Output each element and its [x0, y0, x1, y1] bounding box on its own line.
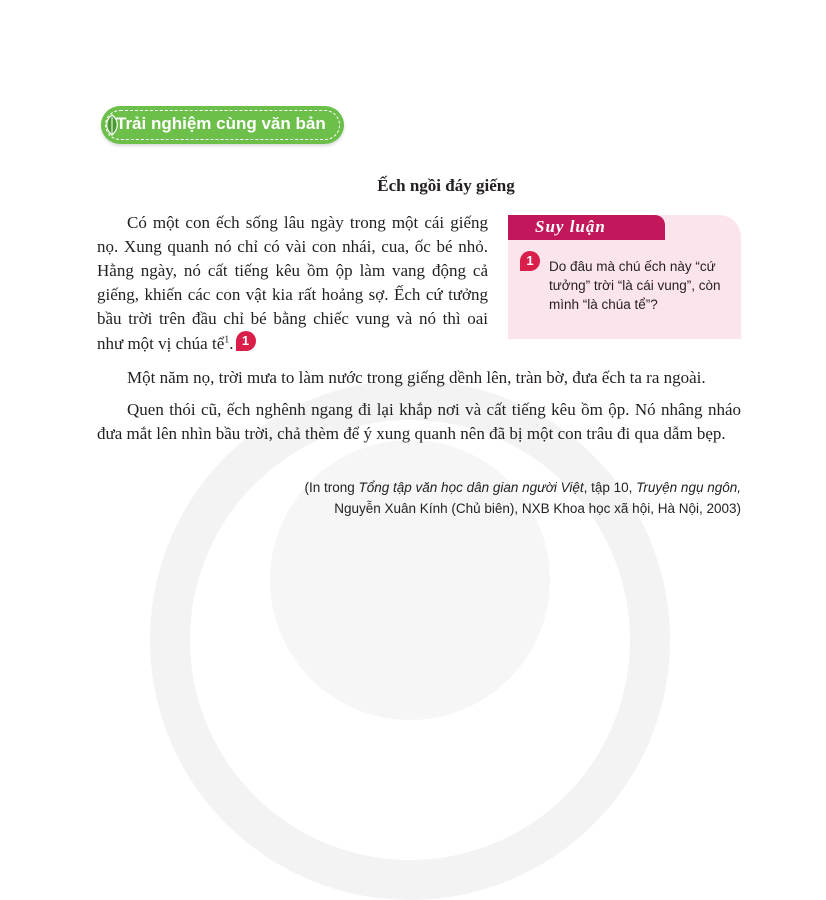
source-citation [221, 477, 741, 519]
citation-book-title: Tổng tập văn học dân gian người Việt [358, 480, 584, 495]
paragraph-1-end: . [229, 334, 234, 353]
sidebar-question-number: 1 [526, 253, 534, 268]
paragraph-1-text: Có một con ếch sống lâu ngày trong một cái giếng nọ. Xung quanh nó chỉ có vài con nhái, cua, ốc bé nhỏ. Hằng ngày, nó cất tiếng kêu ồm ộp làm vang động cả giếng, khiến các con vật kia rất hoảng sợ. Ếch cứ tưởng bầu trời trên đầu chỉ bé bằng chiếc vung và nó thì oai như một vị chúa tể [97, 213, 488, 353]
story-paragraph-1 [97, 211, 488, 356]
citation-volume: Truyện ngụ ngôn, [636, 480, 741, 495]
section-banner [101, 106, 344, 144]
section-banner-label: Trải nghiệm cùng văn bản [116, 114, 326, 133]
paragraph-2-text: Một năm nọ, trời mưa to làm nước trong giếng dềnh lên, tràn bờ, đưa ếch ta ra ngoài. [127, 368, 706, 387]
story-title: Ếch ngồi đáy giếng [377, 176, 515, 195]
sidebar-question-text: Do đâu mà chú ếch này “cứ tưởng” trời “là cái vung”, còn mình “là chúa tể”? [549, 259, 721, 312]
sidebar-question-marker-icon [520, 251, 540, 271]
question-marker-icon [236, 331, 256, 351]
sidebar-heading-tab [508, 215, 665, 240]
citation-middle: , tập 10, [583, 480, 637, 495]
paragraph-3-text: Quen thói cũ, ếch nghênh ngang đi lại khắp nơi và cất tiếng kêu ồm ộp. Nó nhâng nháo đưa mắt lên nhìn bầu trời, chả thèm để ý xung quanh nên đã bị một con trâu đi qua dẫm bẹp. [97, 400, 741, 443]
story-paragraph-3 [97, 398, 741, 446]
citation-line-2: Nguyễn Xuân Kính (Chủ biên), NXB Khoa học xã hội, Hà Nội, 2003) [334, 501, 741, 516]
story-paragraph-2 [97, 366, 741, 390]
sidebar-heading: Suy luận [535, 217, 606, 236]
footnote-marker: 1 [224, 334, 230, 346]
citation-prefix: (In trong [304, 480, 359, 495]
question-marker-number: 1 [241, 333, 250, 348]
